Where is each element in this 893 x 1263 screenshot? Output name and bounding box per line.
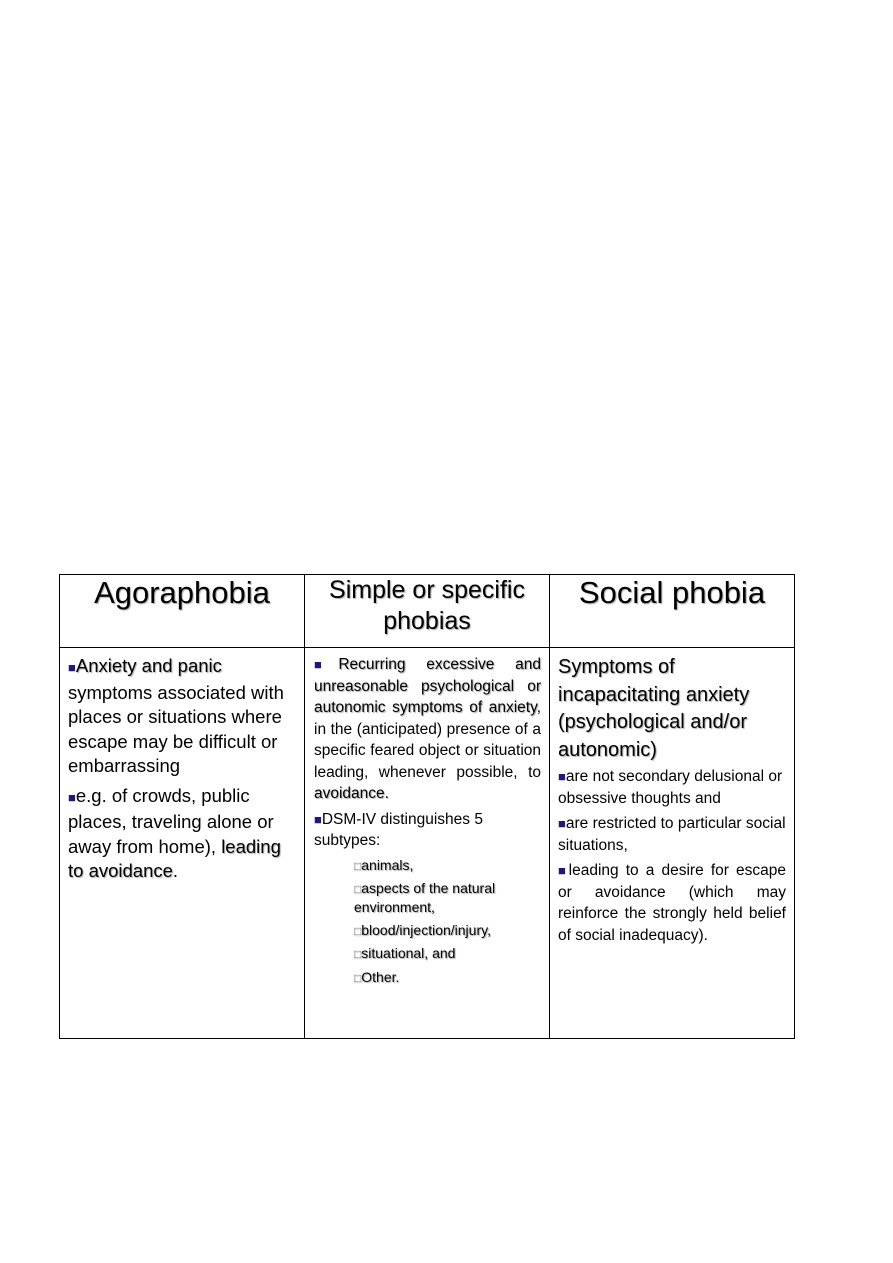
cell-agoraphobia: [60, 648, 305, 1039]
specific-paragraph-1: ■Recurring excessive and unreasonable psychological or autonomic symptoms of anxiety, in the (anticipated) presence of a specific feared object or situation leading, whenever possible, to avoidance.: [314, 656, 541, 802]
subtype-list: [354, 856, 541, 987]
list-item: □situational, and: [354, 945, 456, 961]
list-item: □Other.: [354, 968, 400, 985]
agoraphobia-paragraph-2: ■e.g. of crowds, public places, traveling alone or away from home), leading to avoidance.: [68, 784, 281, 881]
square-bullet-icon: ■: [314, 811, 322, 827]
cell-specific-phobias: [305, 648, 550, 1039]
list-item: □animals,: [354, 856, 414, 873]
square-bullet-icon: ■: [558, 769, 566, 784]
square-bullet-icon: ■: [68, 660, 76, 675]
hollow-square-bullet-icon: □: [354, 923, 362, 938]
social-bullet-2: ■are restricted to particular social situations,: [558, 815, 786, 854]
specific-paragraph-2: ■DSM-IV distinguishes 5 subtypes:: [314, 810, 483, 849]
square-bullet-icon: ■: [314, 657, 339, 672]
square-bullet-icon: ■: [558, 863, 569, 878]
social-bullet-3: ■leading to a desire for escape or avoidance (which may reinforce the strongly held belief of social inadequacy).: [558, 862, 786, 944]
list-item: □blood/injection/injury,: [354, 921, 491, 938]
table-body-row: [60, 648, 795, 1039]
cell-social-phobia: [550, 648, 795, 1039]
hollow-square-bullet-icon: □: [354, 882, 362, 896]
social-bullet-1: ■are not secondary delusional or obsessive thoughts and: [558, 768, 783, 807]
hollow-square-bullet-icon: □: [354, 970, 362, 985]
header-agoraphobia: Agoraphobia: [60, 575, 305, 648]
square-bullet-icon: ■: [68, 789, 76, 805]
list-item: □aspects of the natural environment,: [354, 880, 496, 915]
social-heading: Symptoms of incapacitating anxiety (psychological and/or autonomic): [558, 656, 750, 761]
square-bullet-icon: ■: [558, 816, 566, 831]
table-header-row: [60, 575, 795, 648]
hollow-square-bullet-icon: □: [354, 858, 362, 873]
phobia-comparison-table: [59, 574, 795, 1039]
agoraphobia-paragraph-1: ■Anxiety and panic symptoms associated with places or situations where escape may be difficult or embarrassing: [68, 655, 284, 776]
hollow-square-bullet-icon: □: [354, 947, 362, 961]
header-social-phobia: Social phobia: [550, 575, 795, 648]
header-specific-phobias: Simple or specific phobias: [305, 575, 550, 648]
